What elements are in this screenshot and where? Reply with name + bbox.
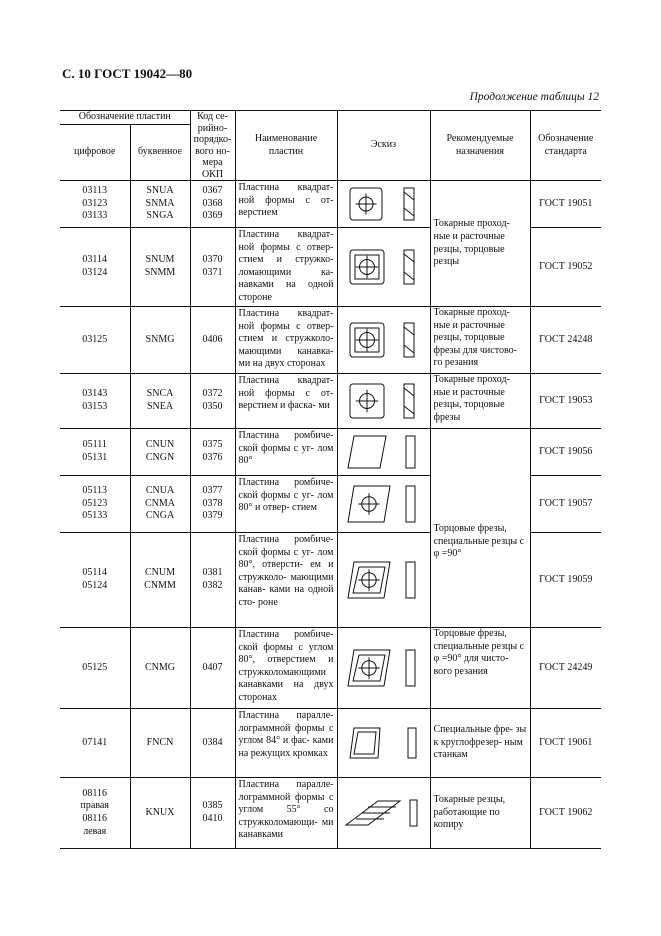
okp-code-line: 0375 (202, 439, 223, 451)
col-purpose: Рекомендуемые назначения (430, 111, 530, 181)
digital-code-line: 05124 (82, 580, 108, 591)
col-digital: цифровое (60, 125, 130, 181)
letter-code-line: SNMG (145, 333, 175, 345)
digital-code (60, 307, 130, 374)
standard-ref: ГОСТ 19051 (530, 181, 601, 228)
standard-ref: ГОСТ 19062 (530, 778, 601, 849)
insert-name: Пластина квадрат- ной формы с от- верстием (235, 181, 337, 228)
letter-code-line: SNMM (144, 267, 176, 278)
letter-code-line: SNCA (146, 388, 174, 400)
letter-code-line: CNUM (144, 567, 175, 579)
standard-ref: ГОСТ 24248 (530, 307, 601, 374)
sketch-cell (337, 778, 430, 849)
square-hole-insert-icon (338, 181, 431, 227)
sketch-cell (337, 181, 430, 228)
standard-ref: ГОСТ 19056 (530, 429, 601, 476)
purpose-cell: Токарные проход- ные и расточные резцы, торцовые резцы (430, 181, 530, 307)
digital-code-line: 05114 (82, 567, 108, 579)
letter-code-line: KNUX (145, 806, 175, 818)
page-header: С. 10 ГОСТ 19042—80 (62, 66, 193, 81)
square-double-chipbreaker-insert-icon (338, 307, 431, 373)
digital-code-line: 05133 (82, 510, 108, 522)
letter-code (130, 778, 190, 849)
parallelogram-55-insert-icon (338, 778, 431, 848)
letter-code-line: FNCN (146, 736, 174, 748)
okp-code-line: 0376 (202, 452, 223, 463)
okp-code (190, 709, 235, 778)
col-standard: Обозначение стандарта (530, 111, 601, 181)
okp-code (190, 181, 235, 228)
purpose-cell: Токарные проход- ные и расточные резцы, торцовые фрезы для чистово- го резания (430, 307, 530, 374)
insert-name: Пластина ромбиче- ской формы с уг- лом 80°, отверсти- ем и стружколо- мающими канав- ками на одной сто- роне (235, 533, 337, 628)
digital-code-line: 03133 (82, 210, 108, 222)
letter-code (130, 533, 190, 628)
sketch-cell (337, 533, 430, 628)
insert-name: Пластина квадрат- ной формы с отвер- стием и стружко- ломающими ка- навками на одной стороне (235, 228, 337, 307)
col-sketch: Эскиз (337, 111, 430, 181)
letter-code (130, 476, 190, 533)
rhombic-double-chipbreaker-insert-icon (338, 628, 431, 708)
digital-code-line: 08116 (82, 813, 108, 824)
sketch-cell (337, 709, 430, 778)
digital-code (60, 429, 130, 476)
letter-code (130, 709, 190, 778)
insert-name: Пластина паралле- лограммной формы с углом 55° со стружколомающи- ми канавками (235, 778, 337, 849)
digital-code (60, 778, 130, 849)
table-row (60, 181, 601, 228)
parallelogram-84-insert-icon (338, 709, 431, 777)
digital-code (60, 533, 130, 628)
digital-code-line: 03143 (82, 388, 108, 400)
letter-code-line: SNGA (146, 210, 174, 222)
letter-code-line: CNUA (145, 485, 175, 497)
letter-code (130, 181, 190, 228)
standard-ref: ГОСТ 19057 (530, 476, 601, 533)
col-name: Наименование пластин (235, 111, 337, 181)
letter-code (130, 628, 190, 709)
digital-code-line: 03113 (82, 185, 108, 197)
table-row (60, 374, 601, 429)
okp-code-line: 0371 (202, 267, 223, 278)
digital-code-line: 05125 (82, 661, 108, 673)
insert-name: Пластина паралле- лограммной формы с углом 84° и фас- ками на режущих кромках (235, 709, 337, 778)
okp-code-line: 0369 (202, 210, 223, 222)
letter-code-line: CNMG (144, 661, 175, 673)
okp-code (190, 228, 235, 307)
letter-code-line: SNUA (146, 185, 174, 197)
digital-code (60, 709, 130, 778)
okp-code-line: 0407 (202, 661, 223, 673)
table-row (60, 628, 601, 709)
col-code: Код се- рийно- порядко- вого но- мера ОКП (190, 111, 235, 181)
standard-ref: ГОСТ 24249 (530, 628, 601, 709)
letter-code-line: SNUM (145, 254, 175, 266)
digital-code (60, 228, 130, 307)
col-group-designation: Обозначение пластин (60, 111, 190, 125)
purpose-cell: Специальные фре- зы к круглофрезер- ным станкам (430, 709, 530, 778)
sketch-cell (337, 429, 430, 476)
purpose-cell: Токарные резцы, работающие по копиру (430, 778, 530, 849)
sketch-cell (337, 374, 430, 429)
okp-code-line: 0384 (202, 736, 223, 748)
standard-ref: ГОСТ 19059 (530, 533, 601, 628)
okp-code (190, 476, 235, 533)
table-row (60, 307, 601, 374)
table-row (60, 429, 601, 476)
insert-name: Пластина ромбиче- ской формы с углом 80°, отверстием и стружколомающими канавками на двух сторонах (235, 628, 337, 709)
digital-code-line: 05131 (82, 452, 108, 463)
okp-code (190, 307, 235, 374)
digital-code-line: 03153 (82, 401, 108, 412)
okp-code-line: 0379 (202, 510, 223, 522)
digital-code-line: 07141 (82, 736, 108, 748)
digital-code-line: 05113 (82, 485, 108, 497)
letter-code-line: CNMA (144, 497, 175, 509)
okp-code-line: 0370 (202, 254, 223, 266)
okp-code-line: 0381 (202, 567, 223, 579)
inserts-table (60, 110, 601, 849)
okp-code-line: 0350 (202, 401, 223, 412)
table-row (60, 778, 601, 849)
standard-ref: ГОСТ 19052 (530, 228, 601, 307)
digital-code-line: 05111 (82, 439, 107, 451)
letter-code (130, 228, 190, 307)
digital-code-line: левая (83, 825, 107, 837)
sketch-cell (337, 628, 430, 709)
okp-code (190, 429, 235, 476)
sketch-cell (337, 476, 430, 533)
insert-name: Пластина ромбиче- ской формы с уг- лом 80° и отвер- стием (235, 476, 337, 533)
okp-code (190, 778, 235, 849)
insert-name: Пластина квадрат- ной формы с отвер- стием и стружколо- мающими канавка- ми на двух сторонах (235, 307, 337, 374)
standard-ref: ГОСТ 19061 (530, 709, 601, 778)
okp-code-line: 0410 (202, 813, 223, 824)
square-chipbreaker-insert-icon (338, 228, 431, 306)
digital-code-line: 03125 (82, 333, 108, 345)
okp-code-line: 0368 (202, 197, 223, 209)
digital-code-line: правая (80, 800, 109, 812)
square-chamfer-insert-icon (338, 374, 431, 428)
digital-code (60, 628, 130, 709)
okp-code-line: 0372 (202, 388, 223, 400)
standard-ref: ГОСТ 19053 (530, 374, 601, 429)
sketch-cell (337, 228, 430, 307)
letter-code-line: CNGN (145, 452, 175, 463)
okp-code-line: 0385 (202, 800, 223, 812)
letter-code (130, 374, 190, 429)
okp-code-line: 0378 (202, 497, 223, 509)
okp-code (190, 374, 235, 429)
okp-code (190, 533, 235, 628)
purpose-cell: Токарные проход- ные и расточные резцы, торцовые фрезы (430, 374, 530, 429)
letter-code-line: CNUN (145, 439, 175, 451)
okp-code-line: 0406 (202, 333, 223, 345)
digital-code-line: 05123 (82, 497, 108, 509)
letter-code (130, 307, 190, 374)
insert-name: Пластина ромбиче- ской формы с уг- лом 80° (235, 429, 337, 476)
letter-code-line: CNMM (144, 580, 176, 591)
insert-name: Пластина квадрат- ной формы с от- верстием и фаска- ми (235, 374, 337, 429)
purpose-cell: Торцовые фрезы, специальные резцы с φ =90° (430, 429, 530, 628)
letter-code-line: SNMA (145, 197, 175, 209)
digital-code-line: 03114 (82, 254, 108, 266)
purpose-cell: Торцовые фрезы, специальные резцы с φ =90° для чисто- вого резания (430, 628, 530, 709)
digital-code (60, 374, 130, 429)
okp-code-line: 0377 (202, 485, 223, 497)
table-row (60, 709, 601, 778)
sketch-cell (337, 307, 430, 374)
table-continuation-label: Продолжение таблицы 12 (469, 91, 599, 103)
digital-code (60, 181, 130, 228)
digital-code-line: 03123 (82, 197, 108, 209)
digital-code (60, 476, 130, 533)
letter-code-line: CNGA (145, 510, 175, 522)
rhombic-insert-icon (338, 429, 431, 475)
okp-code-line: 0382 (202, 580, 223, 591)
digital-code-line: 03124 (82, 267, 108, 278)
letter-code (130, 429, 190, 476)
okp-code-line: 0367 (202, 185, 223, 197)
rhombic-chipbreaker-insert-icon (338, 533, 431, 627)
col-letter: буквенное (130, 125, 190, 181)
letter-code-line: SNEA (146, 401, 174, 412)
digital-code-line: 08116 (82, 787, 108, 799)
rhombic-hole-insert-icon (338, 476, 431, 532)
okp-code (190, 628, 235, 709)
